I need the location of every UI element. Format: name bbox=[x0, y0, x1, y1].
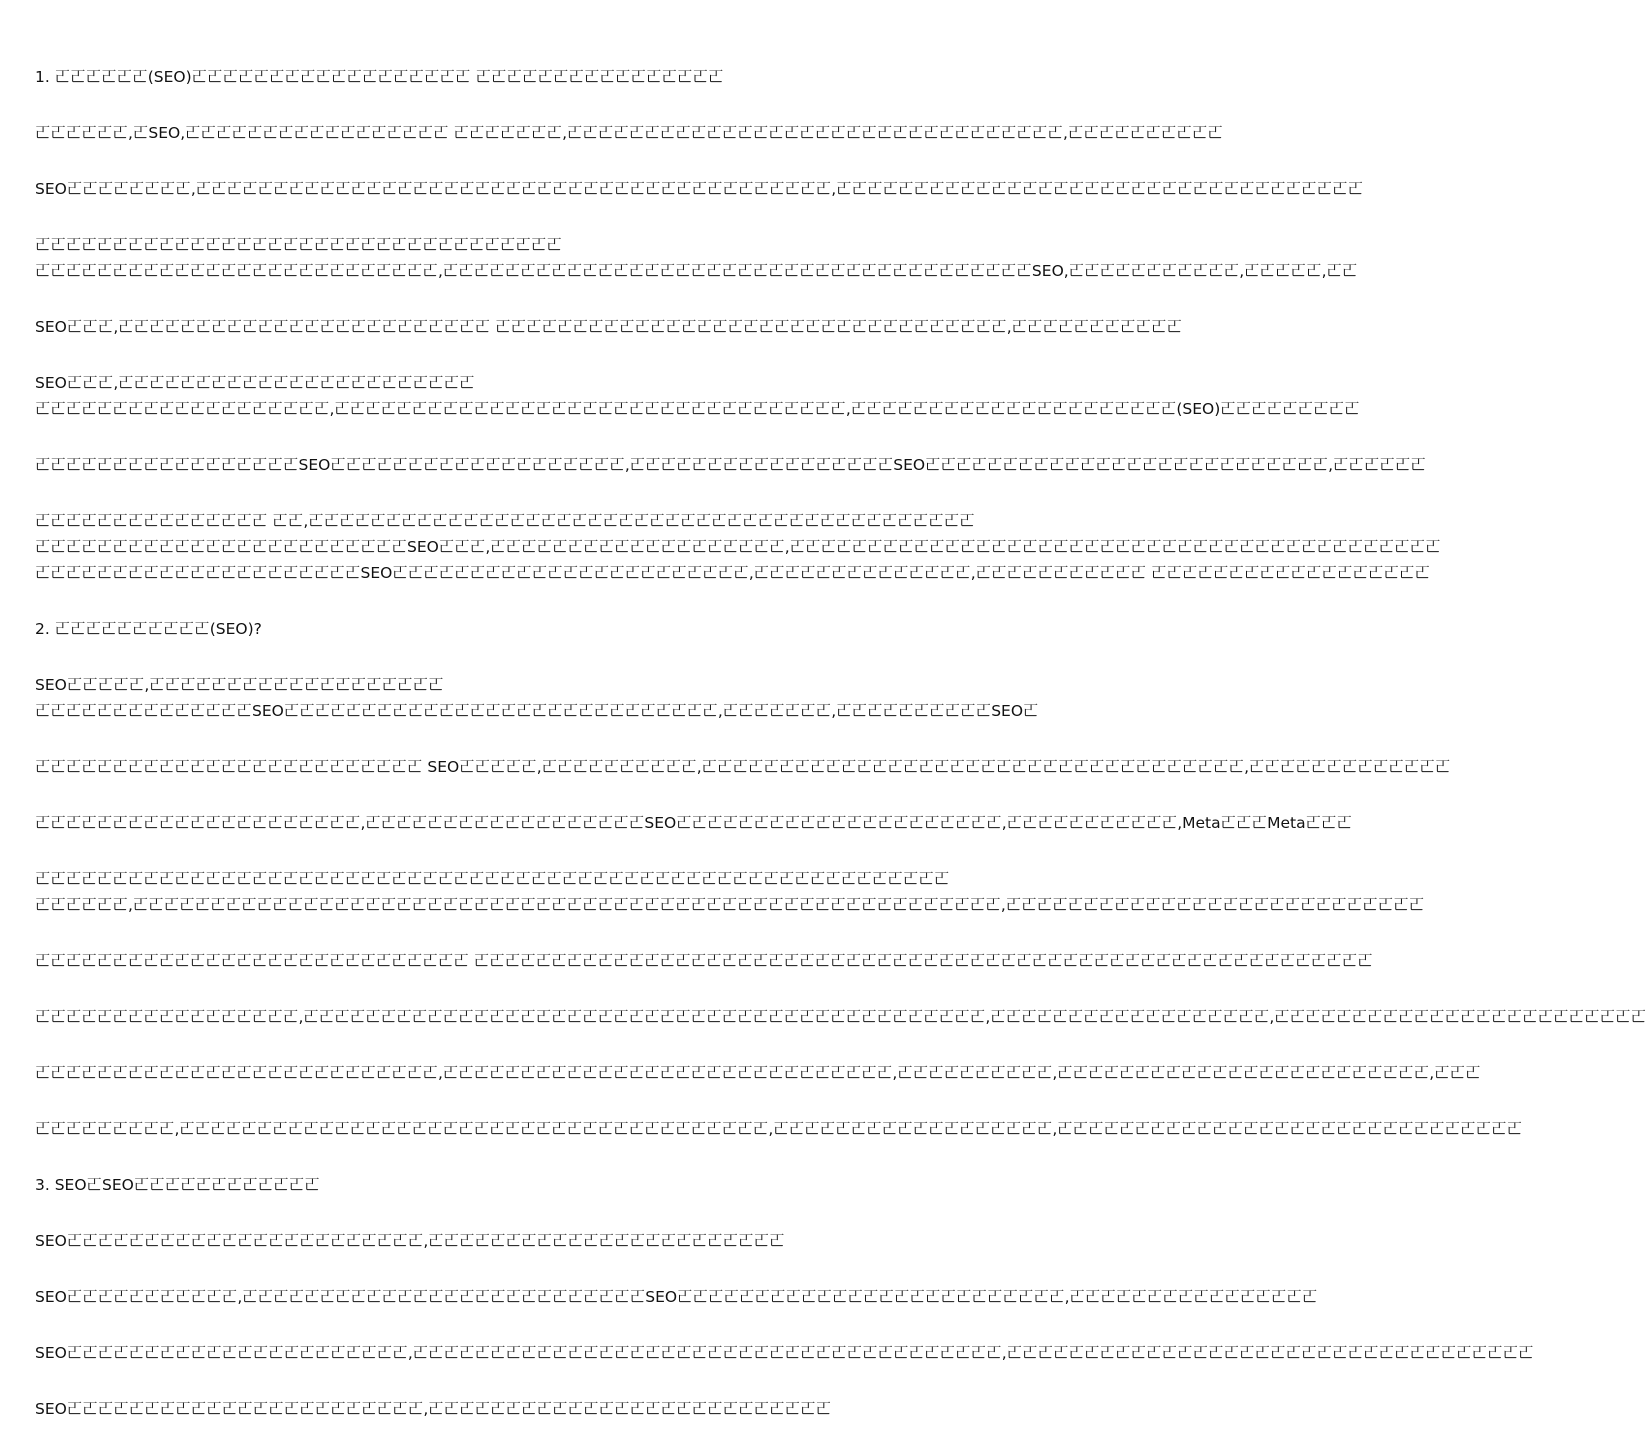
section-heading-2: 2. 𠀀𠀀𠀀𠀀𠀀𠀀𠀀𠀀𠀀𠀀(SEO)? bbox=[35, 620, 262, 638]
paragraph-line: 𠀀𠀀𠀀𠀀𠀀𠀀,𠀀SEO,𠀀𠀀𠀀𠀀𠀀𠀀𠀀𠀀𠀀𠀀𠀀𠀀𠀀𠀀𠀀𠀀𠀀 𠀀𠀀𠀀𠀀𠀀𠀀𠀀,𠀀𠀀𠀀𠀀𠀀𠀀𠀀𠀀𠀀𠀀𠀀𠀀𠀀𠀀𠀀𠀀𠀀𠀀𠀀𠀀𠀀𠀀𠀀𠀀𠀀𠀀𠀀𠀀𠀀𠀀𠀀𠀀,𠀀𠀀𠀀𠀀𠀀𠀀𠀀𠀀𠀀𠀀 bbox=[35, 124, 1223, 142]
paragraph-line: 𠀀𠀀𠀀𠀀𠀀𠀀𠀀𠀀𠀀𠀀𠀀𠀀𠀀𠀀𠀀𠀀𠀀SEO𠀀𠀀𠀀𠀀𠀀𠀀𠀀𠀀𠀀𠀀𠀀𠀀𠀀𠀀𠀀𠀀𠀀𠀀𠀀,𠀀𠀀𠀀𠀀𠀀𠀀𠀀𠀀𠀀𠀀𠀀𠀀𠀀𠀀𠀀𠀀𠀀SEO𠀀𠀀𠀀𠀀𠀀𠀀𠀀𠀀𠀀𠀀𠀀𠀀𠀀𠀀𠀀𠀀𠀀𠀀𠀀𠀀𠀀𠀀𠀀𠀀𠀀𠀀,𠀀𠀀𠀀𠀀𠀀𠀀 bbox=[35, 456, 1427, 474]
paragraph-line: 𠀀𠀀𠀀𠀀𠀀𠀀𠀀𠀀𠀀𠀀𠀀𠀀𠀀𠀀𠀀𠀀𠀀𠀀𠀀𠀀𠀀𠀀𠀀𠀀𠀀𠀀𠀀𠀀 𠀀𠀀𠀀𠀀𠀀𠀀𠀀𠀀𠀀𠀀𠀀𠀀𠀀𠀀𠀀𠀀𠀀𠀀𠀀𠀀𠀀𠀀𠀀𠀀𠀀𠀀𠀀𠀀𠀀𠀀𠀀𠀀𠀀𠀀𠀀𠀀𠀀𠀀𠀀𠀀𠀀𠀀𠀀𠀀𠀀𠀀𠀀𠀀𠀀𠀀𠀀𠀀𠀀𠀀𠀀𠀀𠀀𠀀 bbox=[35, 952, 1373, 970]
paragraph-line: 𠀀𠀀𠀀𠀀𠀀𠀀𠀀𠀀𠀀𠀀𠀀𠀀𠀀𠀀SEO𠀀𠀀𠀀𠀀𠀀𠀀𠀀𠀀𠀀𠀀𠀀𠀀𠀀𠀀𠀀𠀀𠀀𠀀𠀀𠀀𠀀𠀀𠀀𠀀𠀀𠀀𠀀𠀀,𠀀𠀀𠀀𠀀𠀀𠀀𠀀,𠀀𠀀𠀀𠀀𠀀𠀀𠀀𠀀𠀀𠀀SEO𠀀 bbox=[35, 702, 1039, 720]
paragraph-line: SEO𠀀𠀀𠀀𠀀𠀀𠀀𠀀𠀀𠀀𠀀𠀀,𠀀𠀀𠀀𠀀𠀀𠀀𠀀𠀀𠀀𠀀𠀀𠀀𠀀𠀀𠀀𠀀𠀀𠀀𠀀𠀀𠀀𠀀𠀀𠀀𠀀𠀀SEO𠀀𠀀𠀀𠀀𠀀𠀀𠀀𠀀𠀀𠀀𠀀𠀀𠀀𠀀𠀀𠀀𠀀𠀀𠀀𠀀𠀀𠀀𠀀𠀀𠀀,𠀀𠀀𠀀𠀀𠀀𠀀𠀀𠀀𠀀𠀀𠀀𠀀𠀀𠀀𠀀𠀀 bbox=[35, 1288, 1318, 1306]
paragraph-line: SEO𠀀𠀀𠀀𠀀𠀀𠀀𠀀𠀀𠀀𠀀𠀀𠀀𠀀𠀀𠀀𠀀𠀀𠀀𠀀𠀀𠀀𠀀,𠀀𠀀𠀀𠀀𠀀𠀀𠀀𠀀𠀀𠀀𠀀𠀀𠀀𠀀𠀀𠀀𠀀𠀀𠀀𠀀𠀀𠀀𠀀𠀀𠀀𠀀𠀀𠀀𠀀𠀀𠀀𠀀𠀀𠀀𠀀𠀀𠀀𠀀,𠀀𠀀𠀀𠀀𠀀𠀀𠀀𠀀𠀀𠀀𠀀𠀀𠀀𠀀𠀀𠀀𠀀𠀀𠀀𠀀𠀀𠀀𠀀𠀀𠀀𠀀𠀀𠀀𠀀𠀀𠀀𠀀𠀀𠀀 bbox=[35, 1344, 1534, 1362]
paragraph-line: 𠀀𠀀𠀀𠀀𠀀𠀀𠀀𠀀𠀀𠀀𠀀𠀀𠀀𠀀𠀀𠀀𠀀𠀀𠀀𠀀𠀀𠀀𠀀𠀀𠀀𠀀,𠀀𠀀𠀀𠀀𠀀𠀀𠀀𠀀𠀀𠀀𠀀𠀀𠀀𠀀𠀀𠀀𠀀𠀀𠀀𠀀𠀀𠀀𠀀𠀀𠀀𠀀𠀀𠀀𠀀,𠀀𠀀𠀀𠀀𠀀𠀀𠀀𠀀𠀀𠀀,𠀀𠀀𠀀𠀀𠀀𠀀𠀀𠀀𠀀𠀀𠀀𠀀𠀀𠀀𠀀𠀀𠀀𠀀𠀀𠀀𠀀𠀀𠀀𠀀,𠀀𠀀𠀀 bbox=[35, 1064, 1481, 1082]
paragraph-line: 𠀀𠀀𠀀𠀀𠀀𠀀𠀀𠀀𠀀𠀀𠀀𠀀𠀀𠀀𠀀𠀀𠀀,𠀀𠀀𠀀𠀀𠀀𠀀𠀀𠀀𠀀𠀀𠀀𠀀𠀀𠀀𠀀𠀀𠀀𠀀𠀀𠀀𠀀𠀀𠀀𠀀𠀀𠀀𠀀𠀀𠀀𠀀𠀀𠀀𠀀𠀀𠀀𠀀𠀀𠀀𠀀𠀀𠀀𠀀𠀀𠀀,𠀀𠀀𠀀𠀀𠀀𠀀𠀀𠀀𠀀𠀀𠀀𠀀𠀀𠀀𠀀𠀀𠀀𠀀,𠀀𠀀𠀀𠀀𠀀𠀀𠀀𠀀𠀀𠀀𠀀𠀀𠀀𠀀𠀀𠀀𠀀𠀀𠀀𠀀𠀀𠀀𠀀𠀀 bbox=[35, 1008, 1646, 1026]
paragraph-line: SEO𠀀𠀀𠀀𠀀𠀀,𠀀𠀀𠀀𠀀𠀀𠀀𠀀𠀀𠀀𠀀𠀀𠀀𠀀𠀀𠀀𠀀𠀀𠀀𠀀 bbox=[35, 676, 444, 694]
paragraph-line: SEO𠀀𠀀𠀀,𠀀𠀀𠀀𠀀𠀀𠀀𠀀𠀀𠀀𠀀𠀀𠀀𠀀𠀀𠀀𠀀𠀀𠀀𠀀𠀀𠀀𠀀𠀀𠀀 𠀀𠀀𠀀𠀀𠀀𠀀𠀀𠀀𠀀𠀀𠀀𠀀𠀀𠀀𠀀𠀀𠀀𠀀𠀀𠀀𠀀𠀀𠀀𠀀𠀀𠀀𠀀𠀀𠀀𠀀𠀀𠀀𠀀,𠀀𠀀𠀀𠀀𠀀𠀀𠀀𠀀𠀀𠀀𠀀 bbox=[35, 318, 1183, 336]
paragraph-line: SEO𠀀𠀀𠀀𠀀𠀀𠀀𠀀𠀀𠀀𠀀𠀀𠀀𠀀𠀀𠀀𠀀𠀀𠀀𠀀𠀀𠀀𠀀𠀀,𠀀𠀀𠀀𠀀𠀀𠀀𠀀𠀀𠀀𠀀𠀀𠀀𠀀𠀀𠀀𠀀𠀀𠀀𠀀𠀀𠀀𠀀𠀀𠀀𠀀𠀀 bbox=[35, 1400, 832, 1418]
paragraph-line: 𠀀𠀀𠀀𠀀𠀀𠀀𠀀𠀀𠀀𠀀𠀀𠀀𠀀𠀀𠀀𠀀𠀀𠀀𠀀,𠀀𠀀𠀀𠀀𠀀𠀀𠀀𠀀𠀀𠀀𠀀𠀀𠀀𠀀𠀀𠀀𠀀𠀀𠀀𠀀𠀀𠀀𠀀𠀀𠀀𠀀𠀀𠀀𠀀𠀀𠀀𠀀𠀀,𠀀𠀀𠀀𠀀𠀀𠀀𠀀𠀀𠀀𠀀𠀀𠀀𠀀𠀀𠀀𠀀𠀀𠀀𠀀𠀀𠀀(SEO)𠀀𠀀𠀀𠀀𠀀𠀀𠀀𠀀𠀀 bbox=[35, 400, 1360, 418]
paragraph-line: 𠀀𠀀𠀀𠀀𠀀𠀀𠀀𠀀𠀀𠀀𠀀𠀀𠀀𠀀𠀀𠀀𠀀𠀀𠀀𠀀𠀀𠀀𠀀𠀀𠀀 SEO𠀀𠀀𠀀𠀀𠀀,𠀀𠀀𠀀𠀀𠀀𠀀𠀀𠀀𠀀𠀀,𠀀𠀀𠀀𠀀𠀀𠀀𠀀𠀀𠀀𠀀𠀀𠀀𠀀𠀀𠀀𠀀𠀀𠀀𠀀𠀀𠀀𠀀𠀀𠀀𠀀𠀀𠀀𠀀𠀀𠀀𠀀𠀀𠀀𠀀𠀀,𠀀𠀀𠀀𠀀𠀀𠀀𠀀𠀀𠀀𠀀𠀀𠀀𠀀 bbox=[35, 758, 1451, 776]
paragraph-line: SEO𠀀𠀀𠀀𠀀𠀀𠀀𠀀𠀀,𠀀𠀀𠀀𠀀𠀀𠀀𠀀𠀀𠀀𠀀𠀀𠀀𠀀𠀀𠀀𠀀𠀀𠀀𠀀𠀀𠀀𠀀𠀀𠀀𠀀𠀀𠀀𠀀𠀀𠀀𠀀𠀀𠀀𠀀𠀀𠀀𠀀𠀀𠀀𠀀𠀀,𠀀𠀀𠀀𠀀𠀀𠀀𠀀𠀀𠀀𠀀𠀀𠀀𠀀𠀀𠀀𠀀𠀀𠀀𠀀𠀀𠀀𠀀𠀀𠀀𠀀𠀀𠀀𠀀𠀀𠀀𠀀𠀀𠀀𠀀 bbox=[35, 180, 1364, 198]
paragraph-line: 𠀀𠀀𠀀𠀀𠀀𠀀𠀀𠀀𠀀𠀀𠀀𠀀𠀀𠀀𠀀𠀀𠀀𠀀𠀀𠀀𠀀𠀀𠀀𠀀𠀀𠀀𠀀𠀀𠀀𠀀𠀀𠀀𠀀𠀀 bbox=[35, 236, 563, 254]
paragraph-line: SEO𠀀𠀀𠀀,𠀀𠀀𠀀𠀀𠀀𠀀𠀀𠀀𠀀𠀀𠀀𠀀𠀀𠀀𠀀𠀀𠀀𠀀𠀀𠀀𠀀𠀀𠀀 bbox=[35, 374, 475, 392]
paragraph-line: 𠀀𠀀𠀀𠀀𠀀𠀀𠀀𠀀𠀀𠀀𠀀𠀀𠀀𠀀𠀀𠀀𠀀𠀀𠀀𠀀𠀀SEO𠀀𠀀𠀀𠀀𠀀𠀀𠀀𠀀𠀀𠀀𠀀𠀀𠀀𠀀𠀀𠀀𠀀𠀀𠀀𠀀𠀀𠀀𠀀,𠀀𠀀𠀀𠀀𠀀𠀀𠀀𠀀𠀀𠀀𠀀𠀀𠀀𠀀,𠀀𠀀𠀀𠀀𠀀𠀀𠀀𠀀𠀀𠀀𠀀 𠀀𠀀𠀀𠀀𠀀𠀀𠀀𠀀𠀀𠀀𠀀𠀀𠀀𠀀𠀀𠀀𠀀𠀀 bbox=[35, 564, 1431, 582]
paragraph-line: 𠀀𠀀𠀀𠀀𠀀𠀀,𠀀𠀀𠀀𠀀𠀀𠀀𠀀𠀀𠀀𠀀𠀀𠀀𠀀𠀀𠀀𠀀𠀀𠀀𠀀𠀀𠀀𠀀𠀀𠀀𠀀𠀀𠀀𠀀𠀀𠀀𠀀𠀀𠀀𠀀𠀀𠀀𠀀𠀀𠀀𠀀𠀀𠀀𠀀𠀀𠀀𠀀𠀀𠀀𠀀𠀀𠀀𠀀𠀀𠀀𠀀𠀀,𠀀𠀀𠀀𠀀𠀀𠀀𠀀𠀀𠀀𠀀𠀀𠀀𠀀𠀀𠀀𠀀𠀀𠀀𠀀𠀀𠀀𠀀𠀀𠀀𠀀𠀀𠀀 bbox=[35, 896, 1425, 914]
document-body bbox=[35, 64, 1646, 1422]
paragraph-line: 𠀀𠀀𠀀𠀀𠀀𠀀𠀀𠀀𠀀𠀀𠀀𠀀𠀀𠀀𠀀 𠀀𠀀,𠀀𠀀𠀀𠀀𠀀𠀀𠀀𠀀𠀀𠀀𠀀𠀀𠀀𠀀𠀀𠀀𠀀𠀀𠀀𠀀𠀀𠀀𠀀𠀀𠀀𠀀𠀀𠀀𠀀𠀀𠀀𠀀𠀀𠀀𠀀𠀀𠀀𠀀𠀀𠀀𠀀𠀀𠀀 bbox=[35, 512, 975, 530]
paragraph-line: 𠀀𠀀𠀀𠀀𠀀𠀀𠀀𠀀𠀀𠀀𠀀𠀀𠀀𠀀𠀀𠀀𠀀𠀀𠀀𠀀𠀀𠀀𠀀𠀀𠀀𠀀,𠀀𠀀𠀀𠀀𠀀𠀀𠀀𠀀𠀀𠀀𠀀𠀀𠀀𠀀𠀀𠀀𠀀𠀀𠀀𠀀𠀀𠀀𠀀𠀀𠀀𠀀𠀀𠀀𠀀𠀀𠀀𠀀𠀀𠀀𠀀𠀀𠀀𠀀SEO,𠀀𠀀𠀀𠀀𠀀𠀀𠀀𠀀𠀀𠀀𠀀,𠀀𠀀𠀀𠀀𠀀,𠀀𠀀 bbox=[35, 262, 1358, 280]
paragraph-line: 𠀀𠀀𠀀𠀀𠀀𠀀𠀀𠀀𠀀𠀀𠀀𠀀𠀀𠀀𠀀𠀀𠀀𠀀𠀀𠀀𠀀𠀀𠀀𠀀SEO𠀀𠀀𠀀,𠀀𠀀𠀀𠀀𠀀𠀀𠀀𠀀𠀀𠀀𠀀𠀀𠀀𠀀𠀀𠀀𠀀𠀀𠀀,𠀀𠀀𠀀𠀀𠀀𠀀𠀀𠀀𠀀𠀀𠀀𠀀𠀀𠀀𠀀𠀀𠀀𠀀𠀀𠀀𠀀𠀀𠀀𠀀𠀀𠀀𠀀𠀀𠀀𠀀𠀀𠀀𠀀𠀀𠀀𠀀𠀀𠀀𠀀𠀀𠀀𠀀 bbox=[35, 538, 1441, 556]
paragraph-line: 𠀀𠀀𠀀𠀀𠀀𠀀𠀀𠀀𠀀,𠀀𠀀𠀀𠀀𠀀𠀀𠀀𠀀𠀀𠀀𠀀𠀀𠀀𠀀𠀀𠀀𠀀𠀀𠀀𠀀𠀀𠀀𠀀𠀀𠀀𠀀𠀀𠀀𠀀𠀀𠀀𠀀𠀀𠀀𠀀𠀀𠀀𠀀,𠀀𠀀𠀀𠀀𠀀𠀀𠀀𠀀𠀀𠀀𠀀𠀀𠀀𠀀𠀀𠀀𠀀𠀀,𠀀𠀀𠀀𠀀𠀀𠀀𠀀𠀀𠀀𠀀𠀀𠀀𠀀𠀀𠀀𠀀𠀀𠀀𠀀𠀀𠀀𠀀𠀀𠀀𠀀𠀀𠀀𠀀𠀀𠀀 bbox=[35, 1120, 1523, 1138]
paragraph-line: SEO𠀀𠀀𠀀𠀀𠀀𠀀𠀀𠀀𠀀𠀀𠀀𠀀𠀀𠀀𠀀𠀀𠀀𠀀𠀀𠀀𠀀𠀀𠀀,𠀀𠀀𠀀𠀀𠀀𠀀𠀀𠀀𠀀𠀀𠀀𠀀𠀀𠀀𠀀𠀀𠀀𠀀𠀀𠀀𠀀𠀀𠀀 bbox=[35, 1232, 785, 1250]
section-heading-1: 1. 𠀀𠀀𠀀𠀀𠀀𠀀(SEO)𠀀𠀀𠀀𠀀𠀀𠀀𠀀𠀀𠀀𠀀𠀀𠀀𠀀𠀀𠀀𠀀𠀀𠀀 𠀀𠀀𠀀𠀀𠀀𠀀𠀀𠀀𠀀𠀀𠀀𠀀𠀀𠀀𠀀𠀀 bbox=[35, 68, 724, 86]
paragraph-line: 𠀀𠀀𠀀𠀀𠀀𠀀𠀀𠀀𠀀𠀀𠀀𠀀𠀀𠀀𠀀𠀀𠀀𠀀𠀀𠀀𠀀,𠀀𠀀𠀀𠀀𠀀𠀀𠀀𠀀𠀀𠀀𠀀𠀀𠀀𠀀𠀀𠀀𠀀𠀀SEO𠀀𠀀𠀀𠀀𠀀𠀀𠀀𠀀𠀀𠀀𠀀𠀀𠀀𠀀𠀀𠀀𠀀𠀀𠀀𠀀𠀀,𠀀𠀀𠀀𠀀𠀀𠀀𠀀𠀀𠀀𠀀𠀀,Meta𠀀𠀀𠀀Meta𠀀𠀀𠀀 bbox=[35, 814, 1353, 832]
paragraph-line: 𠀀𠀀𠀀𠀀𠀀𠀀𠀀𠀀𠀀𠀀𠀀𠀀𠀀𠀀𠀀𠀀𠀀𠀀𠀀𠀀𠀀𠀀𠀀𠀀𠀀𠀀𠀀𠀀𠀀𠀀𠀀𠀀𠀀𠀀𠀀𠀀𠀀𠀀𠀀𠀀𠀀𠀀𠀀𠀀𠀀𠀀𠀀𠀀𠀀𠀀𠀀𠀀𠀀𠀀𠀀𠀀𠀀𠀀𠀀 bbox=[35, 870, 950, 888]
section-heading-3: 3. SEO𠀀SEO𠀀𠀀𠀀𠀀𠀀𠀀𠀀𠀀𠀀𠀀𠀀𠀀 bbox=[35, 1176, 320, 1194]
